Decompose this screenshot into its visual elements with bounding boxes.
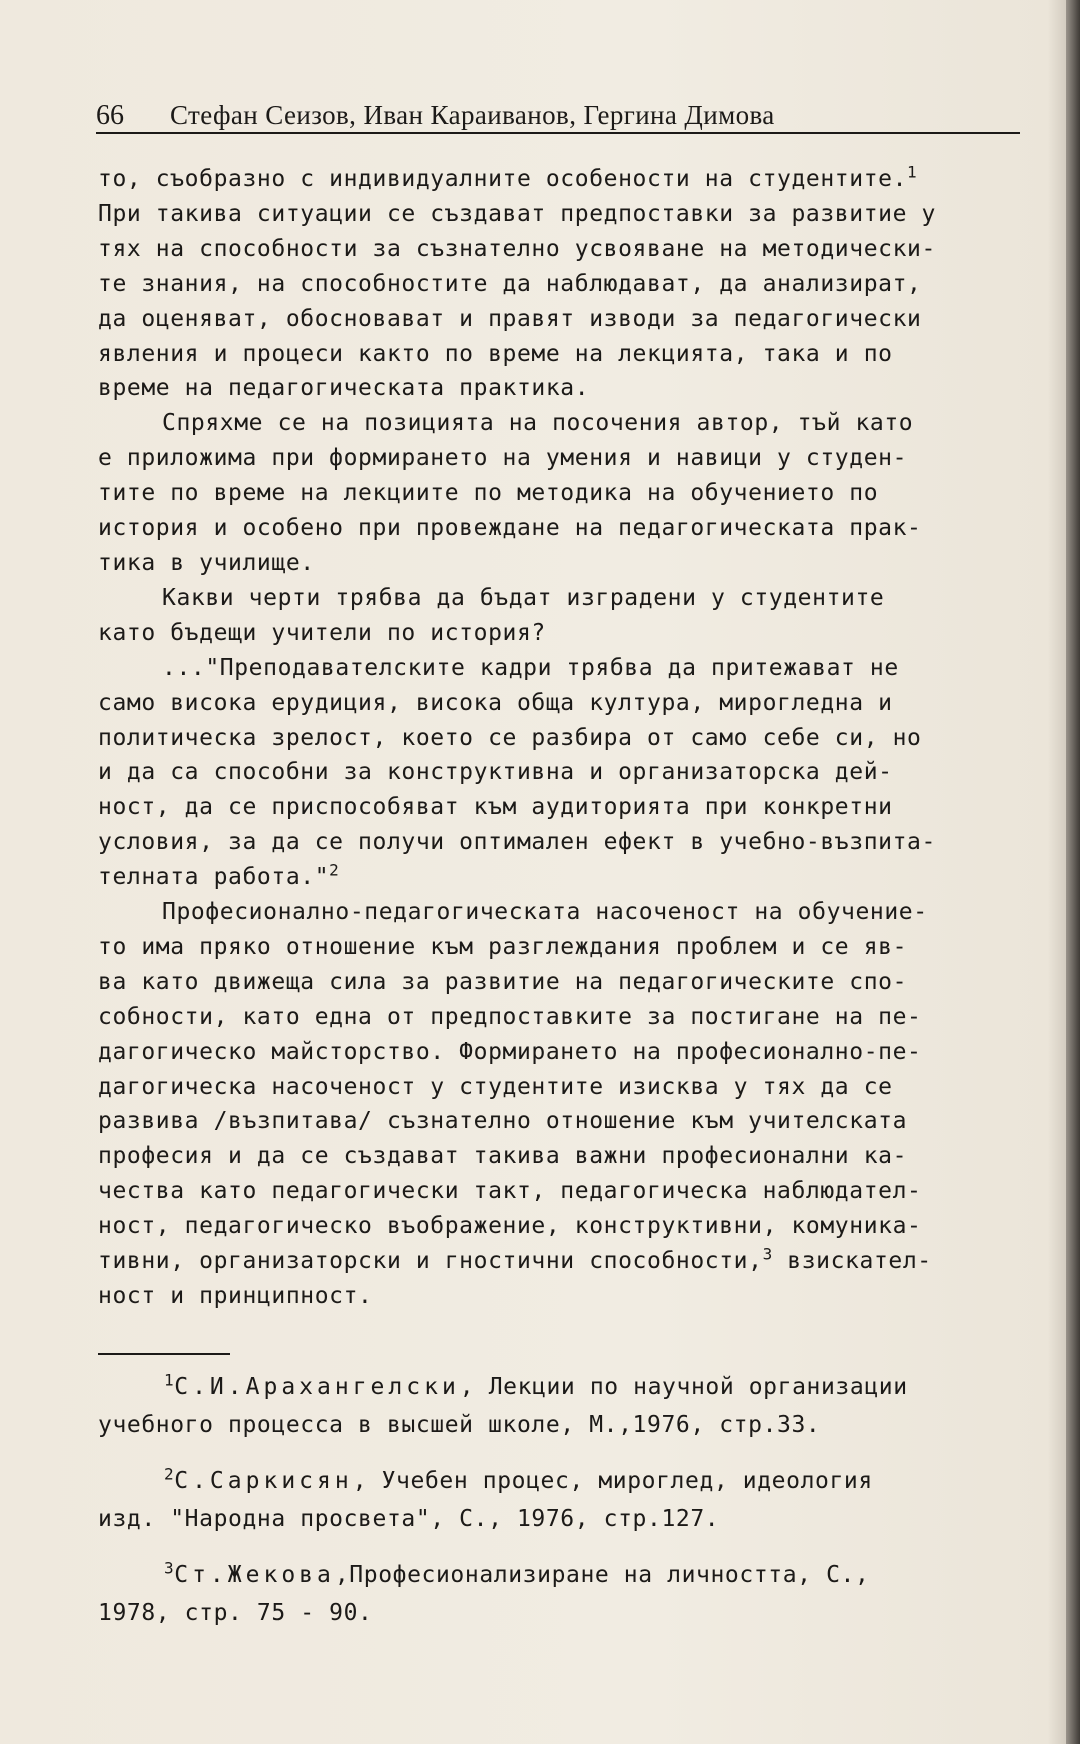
footnote-ref-1: 1	[907, 162, 918, 182]
text-line: ност, да се приспособяват към аудиторията при конкретни	[98, 794, 893, 821]
paragraph-1	[98, 162, 1018, 406]
text-line: дагогическа насоченост у студентите изисква у тях да се	[98, 1073, 893, 1100]
paragraph-5	[98, 895, 1018, 1314]
main-text	[98, 162, 1018, 1314]
text-line: При такива ситуации се създават предпоставки за развитие у	[98, 200, 936, 227]
paragraph-3	[98, 581, 1018, 651]
text-line: история и особено при провеждане на педагогическата прак-	[98, 515, 922, 542]
footnote-marker: 1	[164, 1370, 175, 1390]
footnote-3	[98, 1556, 1018, 1632]
text-line: собности, като една от предпоставките за постигане на пе-	[98, 1003, 922, 1030]
text-line: дагогическо майсторство. Формирането на професионално-пе-	[98, 1038, 922, 1065]
footnote-marker: 3	[164, 1558, 175, 1578]
text-line: ва като движеща сила за развитие на педагогическите спо-	[98, 968, 908, 995]
text-line: то, съобразно с индивидуалните особености на студентите.	[98, 166, 908, 192]
footnote-separator	[98, 1353, 230, 1355]
footnote-text: учебного процесса в высшей школе, М.,1976, стр.33.	[98, 1412, 821, 1438]
text-line: чества като педагогически такт, педагогическа наблюдател-	[98, 1178, 922, 1205]
footnotes	[98, 1368, 1018, 1650]
text-line: само висока ерудиция, висока обща култура, мирогледна и	[98, 689, 893, 716]
footnote-text: 1978, стр. 75 - 90.	[98, 1600, 373, 1626]
text-line: политическа зрелост, което се разбира от само себе си, но	[98, 724, 922, 751]
footnote-author: С.Саркисян	[174, 1468, 353, 1494]
footnote-ref-3: 3	[762, 1244, 773, 1264]
header-rule	[96, 132, 1020, 134]
footnote-text: , Лекции по научной организации	[459, 1374, 908, 1400]
text-line: ност и принципност.	[98, 1283, 373, 1309]
text-line: време на педагогическата практика.	[98, 375, 590, 402]
text-line: те знания, на способностите да наблюдават, да анализират,	[98, 270, 922, 297]
text-line: то има пряко отношение към разглеждания проблем и се яв-	[98, 933, 908, 960]
page-header	[96, 96, 1020, 136]
paragraph-4-quote	[98, 651, 1018, 895]
footnote-author: Ст.Жекова	[174, 1562, 335, 1588]
footnote-text: , Учебен процес, мироглед, идеология	[352, 1468, 873, 1494]
footnote-1	[98, 1368, 1018, 1444]
footnote-marker: 2	[164, 1464, 175, 1484]
text-line: ност, педагогическо въображение, конструктивни, комуника-	[98, 1213, 922, 1240]
footnote-ref-2: 2	[329, 860, 340, 880]
footnote-2	[98, 1462, 1018, 1538]
text-line: телната работа."	[98, 864, 330, 891]
text-line: Какви черти трябва да бъдат изградени у студентите	[162, 584, 885, 611]
text-line: тивни, организаторски и гностични способности,	[98, 1248, 763, 1275]
text-line: като бъдещи учители по история?	[98, 619, 546, 646]
text-line: да оценяват, обосновават и правят изводи за педагогически	[98, 305, 922, 332]
page-number: 66	[96, 100, 124, 131]
text-line: ..."Преподавателските кадри трябва да притежават не	[162, 654, 899, 681]
footnote-author: С.И.Арахангелски	[174, 1374, 460, 1400]
footnote-text: изд. "Народна просвета", С., 1976, стр.127.	[98, 1506, 720, 1532]
text-line: развива /възпитава/ съзнателно отношение към учителската	[98, 1108, 908, 1135]
text-line: взискател-	[772, 1248, 932, 1275]
footnote-text: ,Професионализиране на личността, С.,	[334, 1562, 870, 1588]
text-line: тях на способности за съзнателно усвояване на методически-	[98, 235, 936, 262]
text-line: тите по време на лекциите по методика на обучението по	[98, 480, 879, 507]
text-line: условия, за да се получи оптимален ефект в учебно-възпита-	[98, 829, 936, 856]
paragraph-2	[98, 406, 1018, 581]
running-head: Стефан Сеизов, Иван Караиванов, Гергина Димова	[170, 100, 775, 130]
text-line: професия и да се създават такива важни професионални ка-	[98, 1143, 908, 1170]
text-line: Професионално-педагогическата насоченост на обучение-	[162, 899, 928, 926]
text-line: и да са способни за конструктивна и организаторска дей-	[98, 759, 893, 786]
text-line: явления и процеси както по време на лекцията, така и по	[98, 340, 893, 367]
text-line: е приложима при формирането на умения и навици у студен-	[98, 445, 908, 472]
text-line: Спряхме се на позицията на посочения автор, тъй като	[162, 410, 914, 437]
text-line: тика в училище.	[98, 549, 315, 576]
scan-edge-shadow	[1066, 0, 1080, 1744]
